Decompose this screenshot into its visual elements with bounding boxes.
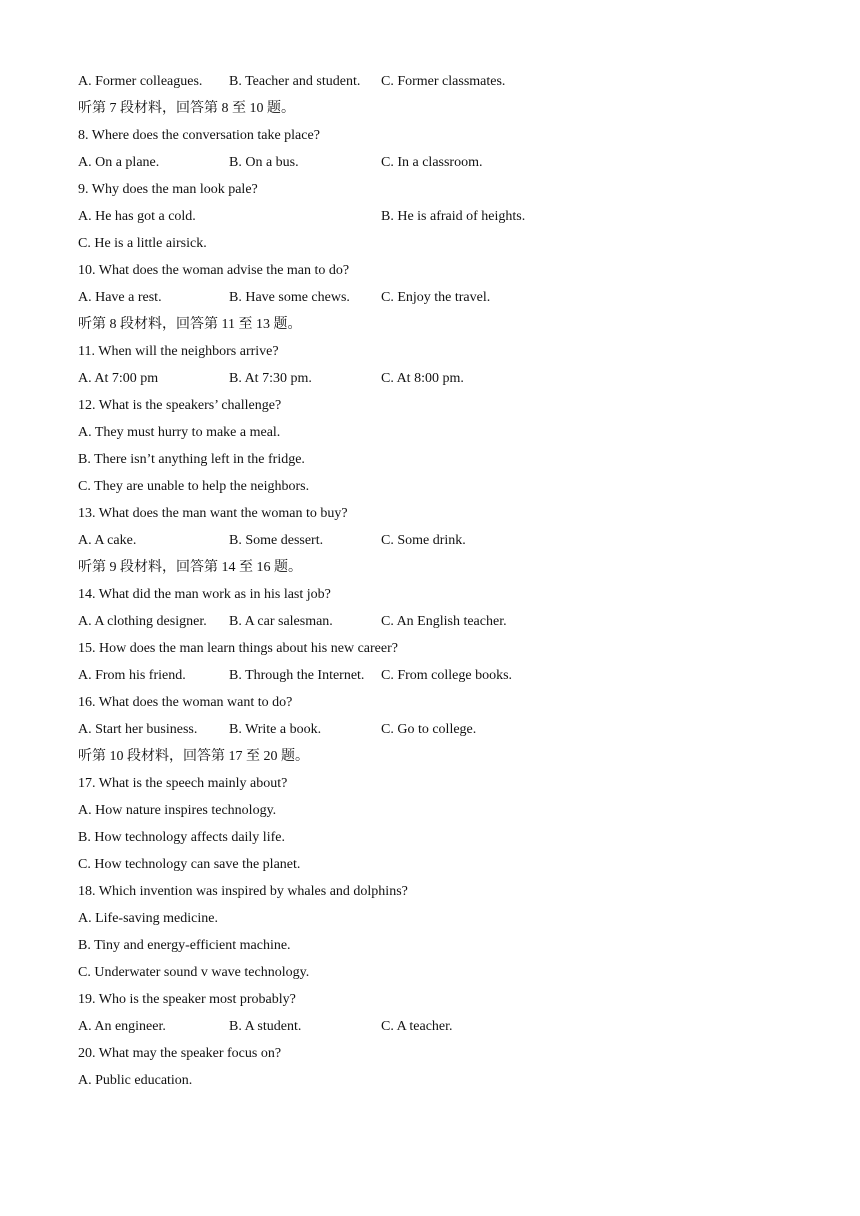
section-instruction: 听第 10 段材料，回答第 17 至 20 题。 (78, 749, 309, 764)
answer-option: A. An engineer. (78, 1019, 166, 1034)
options-row (78, 527, 798, 554)
answer-option: A. At 7:00 pm (78, 371, 159, 386)
answer-option: C. They are unable to help the neighbors. (78, 479, 310, 494)
question-text: 12. What is the speakers’ challenge? (78, 398, 282, 413)
answer-option: B. Tiny and energy-efficient machine. (78, 938, 291, 953)
answer-option: C. Former classmates. (381, 74, 506, 89)
question-text: 16. What does the woman want to do? (78, 695, 293, 710)
question-text: 18. Which invention was inspired by whales and dolphins? (78, 884, 408, 899)
answer-option: B. On a bus. (229, 155, 299, 170)
answer-option: B. A student. (229, 1019, 302, 1034)
answer-option: A. On a plane. (78, 155, 160, 170)
options-row (78, 608, 798, 635)
answer-option: C. An English teacher. (381, 614, 507, 629)
answer-option: A. Have a rest. (78, 290, 162, 305)
question-text: 15. How does the man learn things about his new career? (78, 641, 398, 656)
answer-option: A. Public education. (78, 1073, 193, 1088)
options-row (78, 68, 798, 95)
options-row (78, 1013, 798, 1040)
answer-option: B. At 7:30 pm. (229, 371, 312, 386)
question-text: 11. When will the neighbors arrive? (78, 344, 279, 359)
section-instruction: 听第 7 段材料，回答第 8 至 10 题。 (78, 101, 295, 116)
answer-option: C. A teacher. (381, 1019, 453, 1034)
options-row (78, 203, 798, 230)
answer-option: B. Have some chews. (229, 290, 350, 305)
answer-option: C. Enjoy the travel. (381, 290, 491, 305)
answer-option: C. In a classroom. (381, 155, 483, 170)
options-row (78, 149, 798, 176)
answer-option: A. Life-saving medicine. (78, 911, 218, 926)
answer-option: B. Through the Internet. (229, 668, 365, 683)
question-text: 20. What may the speaker focus on? (78, 1046, 282, 1061)
answer-option: B. There isn’t anything left in the fridge. (78, 452, 305, 467)
answer-option: C. Underwater sound v wave technology. (78, 965, 310, 980)
answer-option: B. Teacher and student. (229, 74, 361, 89)
answer-option: C. How technology can save the planet. (78, 857, 301, 872)
options-row (78, 662, 798, 689)
options-row (78, 284, 798, 311)
answer-option: A. Start her business. (78, 722, 198, 737)
section-instruction: 听第 9 段材料，回答第 14 至 16 题。 (78, 560, 302, 575)
answer-option: B. He is afraid of heights. (381, 209, 526, 224)
question-text: 9. Why does the man look pale? (78, 182, 258, 197)
options-row (78, 365, 798, 392)
answer-option: B. Some dessert. (229, 533, 324, 548)
answer-option: B. Write a book. (229, 722, 322, 737)
answer-option: A. A cake. (78, 533, 137, 548)
answer-option: C. From college books. (381, 668, 513, 683)
answer-option: B. How technology affects daily life. (78, 830, 285, 845)
exam-page (78, 68, 798, 1094)
answer-option: A. How nature inspires technology. (78, 803, 277, 818)
answer-option: C. Go to college. (381, 722, 477, 737)
options-row (78, 716, 798, 743)
answer-option: C. Some drink. (381, 533, 466, 548)
answer-option: A. Former colleagues. (78, 74, 203, 89)
section-instruction: 听第 8 段材料，回答第 11 至 13 题。 (78, 317, 302, 332)
answer-option: A. From his friend. (78, 668, 186, 683)
answer-option: B. A car salesman. (229, 614, 333, 629)
question-text: 17. What is the speech mainly about? (78, 776, 288, 791)
answer-option: A. They must hurry to make a meal. (78, 425, 281, 440)
question-text: 10. What does the woman advise the man to do? (78, 263, 350, 278)
answer-option: C. At 8:00 pm. (381, 371, 464, 386)
answer-option: A. He has got a cold. (78, 209, 196, 224)
question-text: 19. Who is the speaker most probably? (78, 992, 296, 1007)
answer-option: C. He is a little airsick. (78, 236, 207, 251)
question-text: 8. Where does the conversation take place? (78, 128, 320, 143)
question-text: 13. What does the man want the woman to buy? (78, 506, 348, 521)
answer-option: A. A clothing designer. (78, 614, 207, 629)
question-text: 14. What did the man work as in his last job? (78, 587, 331, 602)
